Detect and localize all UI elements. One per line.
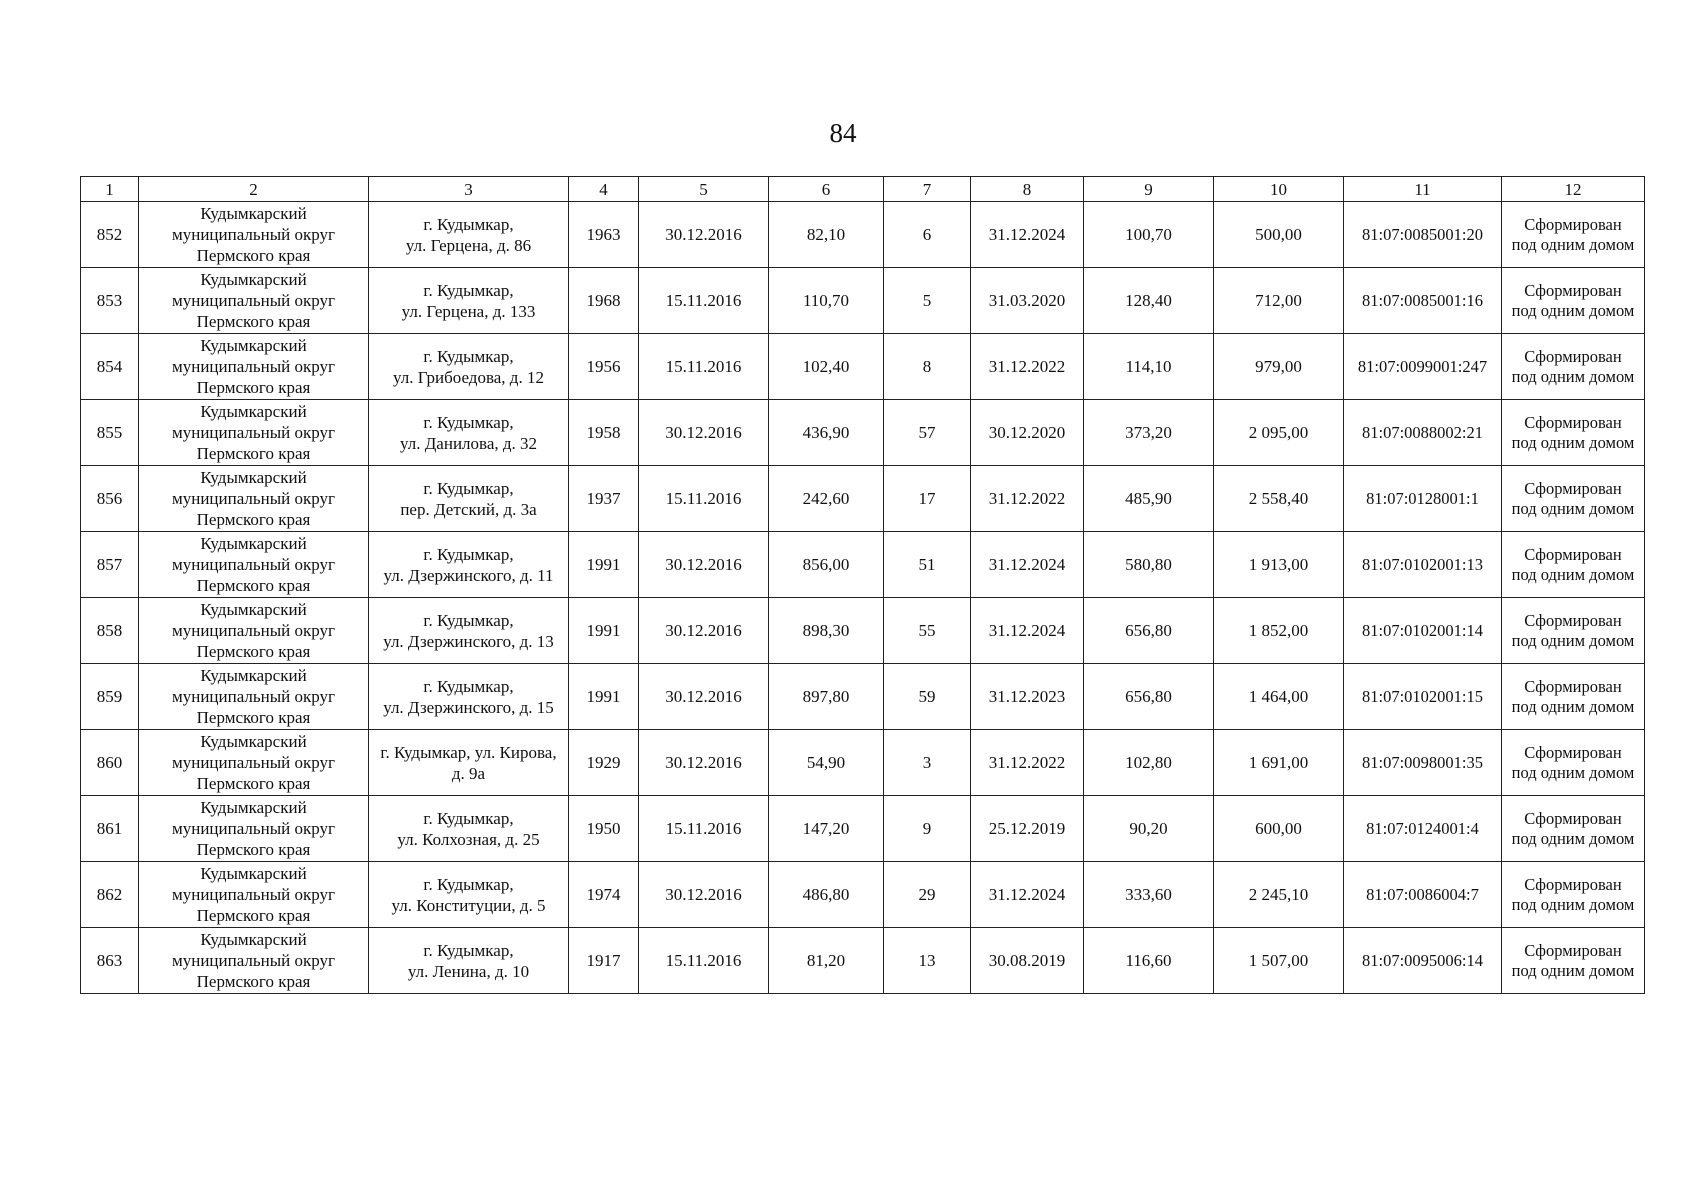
status-line: под одним домом: [1511, 630, 1635, 650]
address-cell: [369, 862, 569, 928]
housing-registry-table: [80, 176, 1645, 994]
district-line: Кудымкарский: [200, 468, 307, 487]
cadastral-number: 81:07:0128001:1: [1344, 466, 1502, 532]
address-line: г. Кудымкар,: [423, 676, 514, 696]
address-line: г. Кудымкар, ул. Кирова,: [380, 742, 557, 762]
status-line: Сформирован: [1524, 280, 1622, 300]
address-cell: [369, 268, 569, 334]
area-cell: 2 095,00: [1214, 400, 1344, 466]
date-cell: 31.12.2022: [971, 730, 1084, 796]
date-cell: 31.03.2020: [971, 268, 1084, 334]
table-row: [81, 664, 1645, 730]
row-number: 856: [81, 466, 139, 532]
residents-count: 29: [884, 862, 971, 928]
address-line: г. Кудымкар,: [423, 874, 514, 894]
cadastral-number: 81:07:0102001:14: [1344, 598, 1502, 664]
build-year: 1991: [569, 532, 639, 598]
cadastral-number: 81:07:0124001:4: [1344, 796, 1502, 862]
cadastral-number: 81:07:0088002:21: [1344, 400, 1502, 466]
build-year: 1991: [569, 598, 639, 664]
district-line: Пермского края: [196, 906, 311, 925]
cadastral-number: 81:07:0102001:13: [1344, 532, 1502, 598]
date-cell: 31.12.2022: [971, 334, 1084, 400]
address-cell: [369, 730, 569, 796]
area-cell: 2 245,10: [1214, 862, 1344, 928]
status-line: Сформирован: [1524, 940, 1622, 960]
cadastral-number: 81:07:0086004:7: [1344, 862, 1502, 928]
build-year: 1937: [569, 466, 639, 532]
address-line: г. Кудымкар,: [423, 544, 514, 564]
date-cell: 15.11.2016: [639, 796, 769, 862]
area-cell: 1 691,00: [1214, 730, 1344, 796]
district-line: муниципальный округ: [171, 489, 336, 508]
address-cell: [369, 598, 569, 664]
cadastral-number: 81:07:0098001:35: [1344, 730, 1502, 796]
district-line: муниципальный округ: [171, 819, 336, 838]
residents-count: 6: [884, 202, 971, 268]
status-line: под одним домом: [1511, 432, 1635, 452]
address-line: г. Кудымкар,: [423, 412, 514, 432]
area-cell: 373,20: [1084, 400, 1214, 466]
district-line: Пермского края: [196, 642, 311, 661]
status-line: Сформирован: [1524, 808, 1622, 828]
district-cell: [139, 730, 369, 796]
area-cell: 333,60: [1084, 862, 1214, 928]
address-cell: [369, 202, 569, 268]
address-line: ул. Дзержинского, д. 11: [383, 565, 554, 585]
district-line: муниципальный округ: [171, 225, 336, 244]
area-cell: 856,00: [769, 532, 884, 598]
build-year: 1950: [569, 796, 639, 862]
build-year: 1958: [569, 400, 639, 466]
district-cell: [139, 532, 369, 598]
district-line: Кудымкарский: [200, 732, 307, 751]
residents-count: 57: [884, 400, 971, 466]
status-cell: [1502, 862, 1645, 928]
district-cell: [139, 268, 369, 334]
district-line: Пермского края: [196, 840, 311, 859]
date-cell: 30.12.2016: [639, 862, 769, 928]
district-cell: [139, 334, 369, 400]
table-body: [81, 202, 1645, 994]
district-line: муниципальный округ: [171, 555, 336, 574]
residents-count: 59: [884, 664, 971, 730]
row-number: 857: [81, 532, 139, 598]
district-cell: [139, 598, 369, 664]
table-row: [81, 928, 1645, 994]
district-line: Кудымкарский: [200, 534, 307, 553]
header-row: [81, 177, 1645, 202]
district-line: Пермского края: [196, 378, 311, 397]
date-cell: 15.11.2016: [639, 466, 769, 532]
address-cell: [369, 796, 569, 862]
date-cell: 31.12.2024: [971, 598, 1084, 664]
table-row: [81, 466, 1645, 532]
address-cell: [369, 532, 569, 598]
column-header: 6: [769, 177, 884, 202]
residents-count: 3: [884, 730, 971, 796]
district-line: муниципальный округ: [171, 357, 336, 376]
district-line: муниципальный округ: [171, 423, 336, 442]
build-year: 1991: [569, 664, 639, 730]
date-cell: 31.12.2024: [971, 532, 1084, 598]
district-line: муниципальный округ: [171, 621, 336, 640]
row-number: 852: [81, 202, 139, 268]
area-cell: 242,60: [769, 466, 884, 532]
area-cell: 656,80: [1084, 664, 1214, 730]
address-line: ул. Грибоедова, д. 12: [393, 367, 544, 387]
residents-count: 8: [884, 334, 971, 400]
date-cell: 30.12.2016: [639, 598, 769, 664]
date-cell: 31.12.2024: [971, 202, 1084, 268]
table-row: [81, 598, 1645, 664]
residents-count: 13: [884, 928, 971, 994]
residents-count: 17: [884, 466, 971, 532]
row-number: 859: [81, 664, 139, 730]
date-cell: 30.12.2016: [639, 202, 769, 268]
district-line: муниципальный округ: [171, 951, 336, 970]
status-cell: [1502, 466, 1645, 532]
status-line: под одним домом: [1511, 696, 1635, 716]
date-cell: 31.12.2022: [971, 466, 1084, 532]
status-cell: [1502, 796, 1645, 862]
column-header: 1: [81, 177, 139, 202]
row-number: 862: [81, 862, 139, 928]
district-line: муниципальный округ: [171, 291, 336, 310]
status-cell: [1502, 928, 1645, 994]
address-line: г. Кудымкар,: [423, 478, 514, 498]
column-header: 9: [1084, 177, 1214, 202]
area-cell: 979,00: [1214, 334, 1344, 400]
status-line: под одним домом: [1511, 498, 1635, 518]
status-cell: [1502, 664, 1645, 730]
status-line: Сформирован: [1524, 742, 1622, 762]
area-cell: 110,70: [769, 268, 884, 334]
date-cell: 15.11.2016: [639, 334, 769, 400]
area-cell: 898,30: [769, 598, 884, 664]
status-cell: [1502, 268, 1645, 334]
table-row: [81, 532, 1645, 598]
build-year: 1956: [569, 334, 639, 400]
address-line: г. Кудымкар,: [423, 280, 514, 300]
row-number: 863: [81, 928, 139, 994]
build-year: 1917: [569, 928, 639, 994]
date-cell: 15.11.2016: [639, 928, 769, 994]
status-line: Сформирован: [1524, 874, 1622, 894]
district-line: Пермского края: [196, 510, 311, 529]
district-line: Пермского края: [196, 444, 311, 463]
residents-count: 9: [884, 796, 971, 862]
area-cell: 82,10: [769, 202, 884, 268]
date-cell: 30.12.2016: [639, 532, 769, 598]
address-line: г. Кудымкар,: [423, 610, 514, 630]
cadastral-number: 81:07:0095006:14: [1344, 928, 1502, 994]
row-number: 855: [81, 400, 139, 466]
address-cell: [369, 664, 569, 730]
date-cell: 25.12.2019: [971, 796, 1084, 862]
district-line: Кудымкарский: [200, 930, 307, 949]
table-row: [81, 796, 1645, 862]
address-line: д. 9а: [451, 763, 486, 783]
build-year: 1974: [569, 862, 639, 928]
date-cell: 30.12.2016: [639, 730, 769, 796]
column-header: 5: [639, 177, 769, 202]
cadastral-number: 81:07:0099001:247: [1344, 334, 1502, 400]
residents-count: 5: [884, 268, 971, 334]
district-cell: [139, 928, 369, 994]
status-cell: [1502, 400, 1645, 466]
address-line: ул. Колхозная, д. 25: [397, 829, 540, 849]
column-header: 7: [884, 177, 971, 202]
district-line: Кудымкарский: [200, 666, 307, 685]
area-cell: 656,80: [1084, 598, 1214, 664]
status-line: под одним домом: [1511, 366, 1635, 386]
status-line: Сформирован: [1524, 676, 1622, 696]
address-line: ул. Конституции, д. 5: [391, 895, 546, 915]
address-line: ул. Герцена, д. 86: [405, 235, 532, 255]
status-line: под одним домом: [1511, 828, 1635, 848]
row-number: 854: [81, 334, 139, 400]
row-number: 860: [81, 730, 139, 796]
address-cell: [369, 400, 569, 466]
cadastral-number: 81:07:0085001:20: [1344, 202, 1502, 268]
column-header: 3: [369, 177, 569, 202]
status-line: Сформирован: [1524, 610, 1622, 630]
area-cell: 436,90: [769, 400, 884, 466]
status-line: Сформирован: [1524, 544, 1622, 564]
build-year: 1963: [569, 202, 639, 268]
area-cell: 54,90: [769, 730, 884, 796]
address-cell: [369, 334, 569, 400]
date-cell: 30.12.2016: [639, 664, 769, 730]
address-line: ул. Дзержинского, д. 15: [383, 697, 554, 717]
district-line: Пермского края: [196, 972, 311, 991]
area-cell: 116,60: [1084, 928, 1214, 994]
district-line: Кудымкарский: [200, 270, 307, 289]
area-cell: 1 507,00: [1214, 928, 1344, 994]
area-cell: 128,40: [1084, 268, 1214, 334]
area-cell: 712,00: [1214, 268, 1344, 334]
address-line: ул. Герцена, д. 133: [401, 301, 536, 321]
row-number: 861: [81, 796, 139, 862]
table-row: [81, 202, 1645, 268]
district-line: Пермского края: [196, 708, 311, 727]
area-cell: 486,80: [769, 862, 884, 928]
cadastral-number: 81:07:0102001:15: [1344, 664, 1502, 730]
address-line: г. Кудымкар,: [423, 214, 514, 234]
build-year: 1929: [569, 730, 639, 796]
area-cell: 1 852,00: [1214, 598, 1344, 664]
table-row: [81, 862, 1645, 928]
status-line: Сформирован: [1524, 478, 1622, 498]
area-cell: 102,80: [1084, 730, 1214, 796]
column-header: 11: [1344, 177, 1502, 202]
table-row: [81, 400, 1645, 466]
district-cell: [139, 466, 369, 532]
status-line: Сформирован: [1524, 412, 1622, 432]
area-cell: 147,20: [769, 796, 884, 862]
district-line: Кудымкарский: [200, 798, 307, 817]
area-cell: 81,20: [769, 928, 884, 994]
status-line: под одним домом: [1511, 564, 1635, 584]
address-line: ул. Ленина, д. 10: [407, 961, 530, 981]
date-cell: 15.11.2016: [639, 268, 769, 334]
status-cell: [1502, 202, 1645, 268]
cadastral-number: 81:07:0085001:16: [1344, 268, 1502, 334]
column-header: 12: [1502, 177, 1645, 202]
date-cell: 30.12.2020: [971, 400, 1084, 466]
build-year: 1968: [569, 268, 639, 334]
table-row: [81, 268, 1645, 334]
district-cell: [139, 664, 369, 730]
district-cell: [139, 400, 369, 466]
area-cell: 1 464,00: [1214, 664, 1344, 730]
status-cell: [1502, 730, 1645, 796]
column-header: 4: [569, 177, 639, 202]
district-cell: [139, 862, 369, 928]
address-cell: [369, 928, 569, 994]
area-cell: 2 558,40: [1214, 466, 1344, 532]
area-cell: 90,20: [1084, 796, 1214, 862]
address-line: пер. Детский, д. 3а: [400, 499, 537, 519]
status-line: под одним домом: [1511, 960, 1635, 980]
status-cell: [1502, 532, 1645, 598]
district-line: муниципальный округ: [171, 885, 336, 904]
district-line: муниципальный округ: [171, 687, 336, 706]
row-number: 853: [81, 268, 139, 334]
district-line: муниципальный округ: [171, 753, 336, 772]
status-line: под одним домом: [1511, 894, 1635, 914]
status-line: Сформирован: [1524, 346, 1622, 366]
area-cell: 500,00: [1214, 202, 1344, 268]
column-header: 8: [971, 177, 1084, 202]
address-line: г. Кудымкар,: [423, 346, 514, 366]
area-cell: 580,80: [1084, 532, 1214, 598]
district-line: Пермского края: [196, 774, 311, 793]
district-line: Пермского края: [196, 576, 311, 595]
residents-count: 55: [884, 598, 971, 664]
address-cell: [369, 466, 569, 532]
address-line: ул. Дзержинского, д. 13: [383, 631, 554, 651]
address-line: ул. Данилова, д. 32: [399, 433, 538, 453]
district-cell: [139, 202, 369, 268]
row-number: 858: [81, 598, 139, 664]
date-cell: 30.08.2019: [971, 928, 1084, 994]
district-line: Пермского края: [196, 312, 311, 331]
status-cell: [1502, 598, 1645, 664]
district-line: Кудымкарский: [200, 600, 307, 619]
address-line: г. Кудымкар,: [423, 940, 514, 960]
table-row: [81, 334, 1645, 400]
status-cell: [1502, 334, 1645, 400]
district-line: Кудымкарский: [200, 402, 307, 421]
page-number: 84: [829, 118, 857, 148]
status-line: под одним домом: [1511, 234, 1635, 254]
area-cell: 600,00: [1214, 796, 1344, 862]
residents-count: 51: [884, 532, 971, 598]
area-cell: 897,80: [769, 664, 884, 730]
area-cell: 100,70: [1084, 202, 1214, 268]
district-line: Кудымкарский: [200, 864, 307, 883]
district-line: Пермского края: [196, 246, 311, 265]
district-cell: [139, 796, 369, 862]
date-cell: 31.12.2024: [971, 862, 1084, 928]
district-line: Кудымкарский: [200, 204, 307, 223]
date-cell: 31.12.2023: [971, 664, 1084, 730]
area-cell: 485,90: [1084, 466, 1214, 532]
column-header: 10: [1214, 177, 1344, 202]
area-cell: 102,40: [769, 334, 884, 400]
status-line: под одним домом: [1511, 300, 1635, 320]
date-cell: 30.12.2016: [639, 400, 769, 466]
address-line: г. Кудымкар,: [423, 808, 514, 828]
district-line: Кудымкарский: [200, 336, 307, 355]
area-cell: 114,10: [1084, 334, 1214, 400]
table-row: [81, 730, 1645, 796]
status-line: Сформирован: [1524, 214, 1622, 234]
status-line: под одним домом: [1511, 762, 1635, 782]
area-cell: 1 913,00: [1214, 532, 1344, 598]
column-header: 2: [139, 177, 369, 202]
